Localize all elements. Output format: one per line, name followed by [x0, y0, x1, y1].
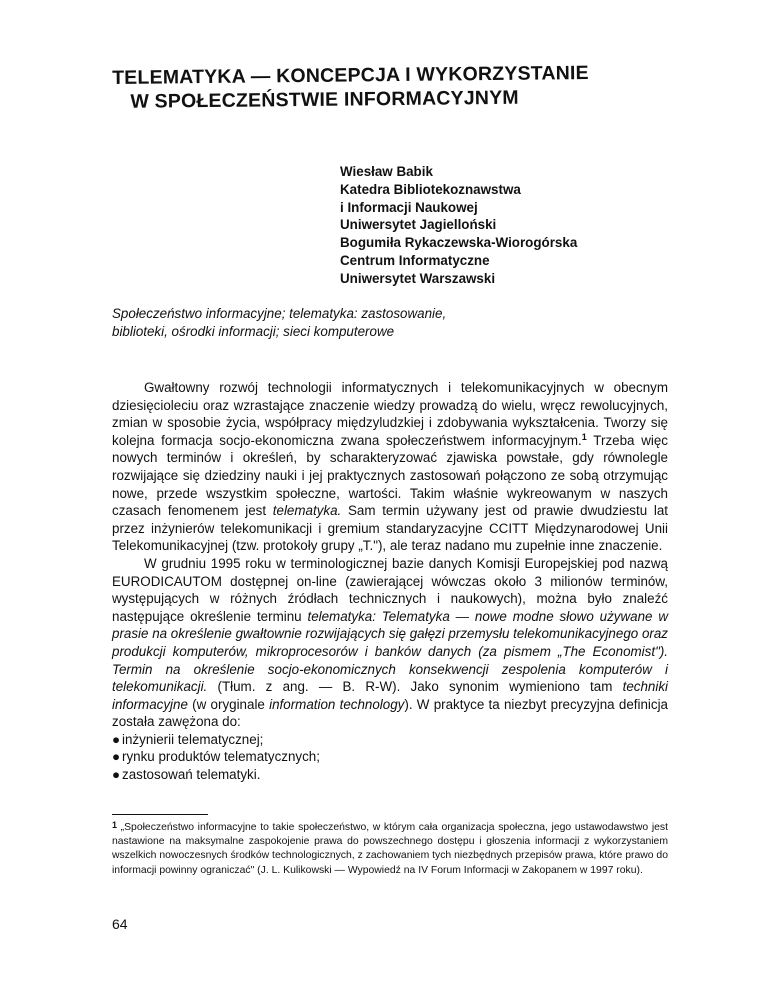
text-run: Trzeba więc nowych terminów i określeń, by scharakteryzować zjawiska powstałe, gdy równolegle rozwijające się dziedziny nauki i jej praktycznych zastosowań połączono ze sobą otrzymując nowe, przede wszystkim społeczne, wartości. Takim właśnie wykreowanym w naszych czasach fenomenem jest: [112, 432, 668, 519]
list-item-text: zastosowań telematyki.: [122, 767, 261, 783]
author-line: Wiesław Babik: [340, 164, 433, 179]
list-item: [112, 748, 668, 766]
title-line-1: TELEMATYKA — KONCEPCJA I WYKORZYSTANIE: [112, 62, 589, 89]
author-line: Uniwersytet Warszawski: [340, 270, 496, 286]
text-run: Sam termin używany jest od prawie dwudziestu lat przez inżynierów telekomunikacji i gremium standaryzacyjne CCITT Międzynarodowej Unii Telekomunikacyjnej (tzw. protokoły grupy „T."), ale teraz nadano mu zupełnie inne znaczenie.: [112, 503, 668, 554]
text-run: Gwałtowny rozwój technologii informatycznych i telekomunikacyjnych w obecnym dziesięcioleciu oraz wzrastające znaczenie wiedzy prowadzą do wielu, wręcz rewolucyjnych, zmian w sposobie życia, współpracy międzyludzkiej i zdobywania wykształcenia. Tworzy się kolejna formacja socjo-ekonomiczna zwana społeczeństwem informacyjnym.: [112, 380, 668, 448]
footnote-text: „Społeczeństwo informacyjne to takie społeczeństwo, w którym cała organizacja społeczna, jego ustawodawstwo jest nastawione na maksymalne zaspokojenie prawa do powszechnego dostępu i głoszenia informacji z wykorzystaniem wszelkich nowoczesnych środków technologicznych, z zachowaniem tych niezbędnych przepisów prawa, które prawo do informacji powinny ograniczać" (J. L. Kulikowski — Wypowiedź na IV Forum Informacji w Zakopanem w 1997 roku).: [112, 822, 668, 876]
paragraph-2: [112, 555, 668, 731]
bullet-icon: ●: [112, 767, 121, 783]
footnote-marker: 1: [112, 820, 118, 830]
text-run-italic: information technology: [269, 696, 405, 712]
author-line: Uniwersytet Jagielloński: [340, 217, 497, 233]
text-run: W grudniu 1995 roku w terminologicznej bazie danych Komisji Europejskiej pod nazwą EURODICAUTOM dostępnej on-line (zawierającej wówczas około 3 milionów terminów, występujących w różnych źródłach technicznych i naukowych), można było znaleźć następujące określenie terminu: [112, 555, 668, 624]
footnote-separator: [112, 814, 208, 815]
keywords: Społeczeństwo informacyjne; telematyka: zastosowanie, biblioteki, ośrodki informacji; sieci komputerowe: [112, 306, 447, 339]
footnote: [112, 818, 668, 878]
article-body: [112, 379, 668, 784]
bullet-icon: ●: [112, 749, 121, 765]
footnote-reference: 1: [581, 431, 587, 442]
bullet-icon: ●: [112, 731, 121, 747]
author-line: i Informacji Naukowej: [340, 199, 478, 215]
list-item-text: inżynierii telematycznej;: [122, 731, 264, 747]
page-number: 64: [112, 916, 128, 932]
article-title: [112, 60, 672, 114]
text-run: (w oryginale: [187, 696, 270, 712]
author-line: Bogumiła Rykaczewska-Wiorogórska: [340, 235, 578, 251]
title-line-2: W SPOŁECZEŃSTWIE INFORMACYJNYM: [130, 86, 519, 113]
text-run: ). W praktyce ta niezbyt precyzyjna definicja została zawężona do:: [112, 696, 668, 730]
text-run-italic: telematyka.: [272, 503, 342, 519]
text-run: (Tłum. z ang. — B. R-W). Jako synonim wymieniono tam: [207, 679, 623, 695]
author-line: Centrum Informatyczne: [340, 252, 490, 268]
author-line: Katedra Bibliotekoznawstwa: [340, 181, 521, 197]
bullet-list: [112, 731, 668, 784]
list-item: [112, 731, 668, 749]
author-affiliations: [340, 163, 680, 288]
text-run-italic: telematyka: Telematyka — nowe modne słowo używane w prasie na określenie gwałtownie rozwijających się gałęzi przemysłu telekomunikacyjnego oraz produkcji komputerów, mikroprocesorów i banków danych (za pismem „The Economist"). Termin na określenie socjo-ekonomicznych konsekwencji zespolenia komputerów i telekomunikacji.: [112, 608, 668, 695]
list-item-text: rynku produktów telematycznych;: [122, 749, 320, 765]
list-item: [112, 766, 668, 784]
text-run-italic: techniki informacyjne: [112, 679, 668, 712]
paragraph-1: [112, 379, 668, 555]
